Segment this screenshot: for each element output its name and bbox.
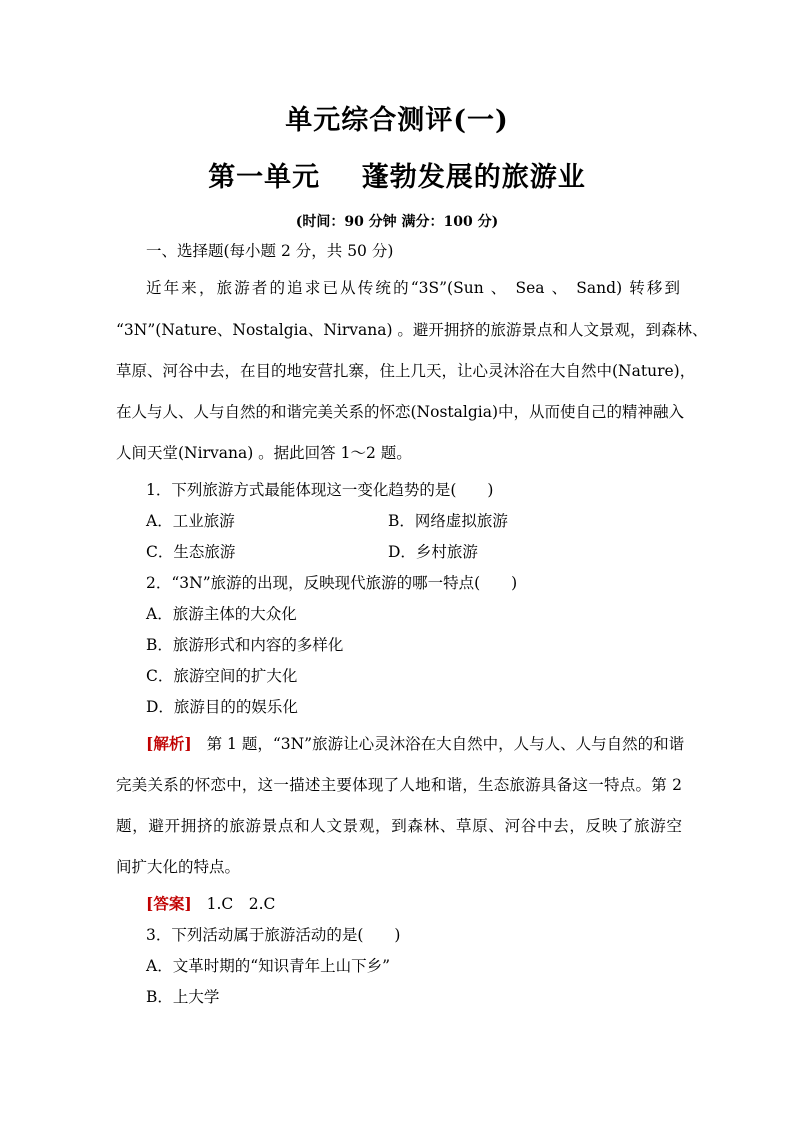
passage-line: 人间天堂(Nirvana) 。据此回答 1～2 题。 (116, 444, 412, 462)
passage-line: “3N”(Nature、Nostalgia、Nirvana) 。避开拥挤的旅游景点和人文景观，到森林、 (116, 321, 708, 339)
passage-line: 近年来，旅游者的追求已从传统的“3S”(Sun 、 Sea 、 Sand) 转移到 (146, 279, 680, 297)
answer-tag: [答案] (146, 894, 192, 913)
question-1-option-c: C．生态旅游 (146, 543, 236, 561)
analysis-line: 完美关系的怀恋中，这一描述主要体现了人地和谐，生态旅游具备这一特点。第 2 (116, 776, 682, 794)
passage-line: 草原、河谷中去，在目的地安营扎寨，住上几天，让心灵沐浴在大自然中(Nature)， (116, 362, 696, 380)
question-2-option-d: D．旅游目的的娱乐化 (146, 698, 298, 716)
page-title: 单元综合测评(一) (285, 105, 509, 136)
analysis-text: 第 1 题，“3N”旅游让心灵沐浴在大自然中，人与人、人与自然的和谐 (206, 735, 685, 753)
answer-text: 1.C 2.C (206, 895, 276, 913)
section-heading: 一、选择题(每小题 2 分，共 50 分) (146, 242, 394, 260)
question-2-stem: 2．“3N”旅游的出现，反映现代旅游的哪一特点( ) (146, 574, 518, 592)
analysis-line: 题，避开拥挤的旅游景点和人文景观，到森林、草原、河谷中去，反映了旅游空 (116, 817, 682, 835)
answer-line (146, 894, 275, 914)
question-1-option-b: B．网络虚拟旅游 (388, 512, 508, 530)
analysis-line: 间扩大化的特点。 (116, 858, 241, 876)
question-1-stem: 1．下列旅游方式最能体现这一变化趋势的是( ) (146, 481, 494, 499)
analysis-tag: [解析] (146, 734, 192, 753)
question-2-option-b: B．旅游形式和内容的多样化 (146, 636, 344, 654)
question-1-option-a: A．工业旅游 (146, 512, 235, 530)
exam-meta: (时间：90 分钟 满分：100 分) (295, 214, 499, 230)
question-2-option-c: C．旅游空间的扩大化 (146, 667, 298, 685)
passage-line: 在人与人、人与自然的和谐完美关系的怀恋(Nostalgia)中，从而使自己的精神融入 (116, 403, 684, 421)
question-1-option-d: D．乡村旅游 (388, 543, 478, 561)
analysis-first-line (146, 734, 685, 754)
unit-subtitle: 第一单元 蓬勃发展的旅游业 (208, 162, 586, 193)
question-3-option-a: A．文革时期的“知识青年上山下乡” (146, 957, 391, 975)
question-3-stem: 3．下列活动属于旅游活动的是( ) (146, 926, 401, 944)
question-3-option-b: B．上大学 (146, 988, 220, 1006)
question-2-option-a: A．旅游主体的大众化 (146, 605, 297, 623)
